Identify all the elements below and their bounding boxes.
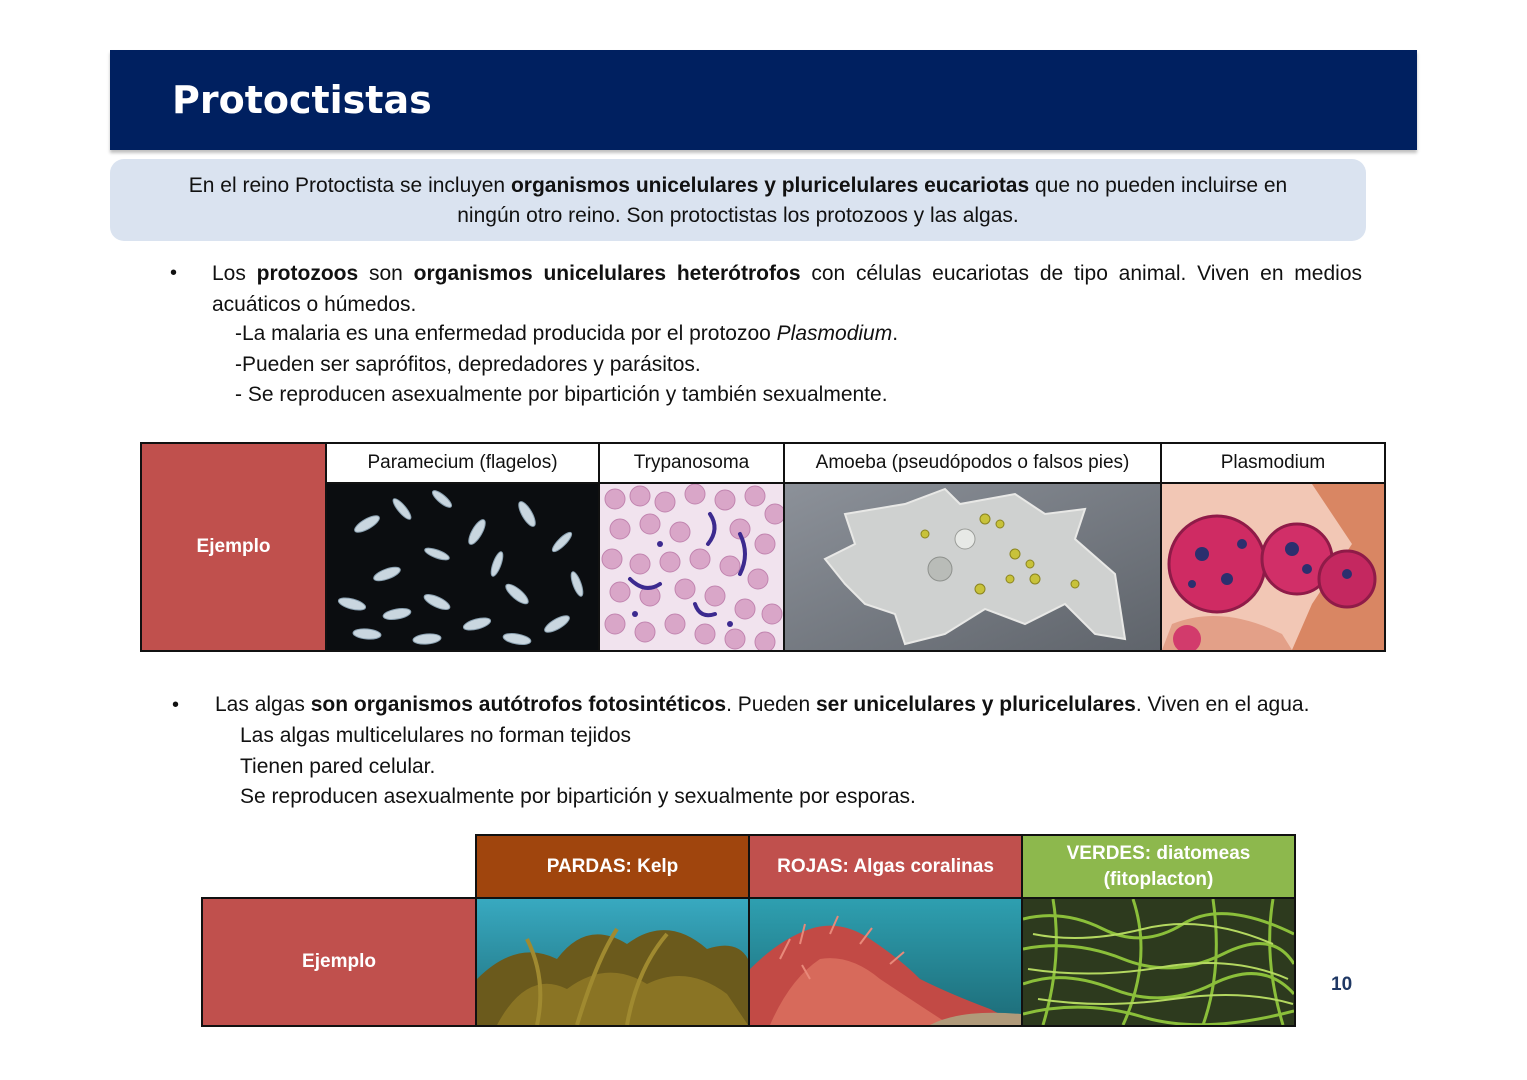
header-verdes-line-1: VERDES: diatomeas bbox=[1066, 842, 1251, 864]
protozoa-table bbox=[140, 442, 1386, 652]
header-amoeba: Amoeba (pseudópodos o falsos pies) bbox=[784, 443, 1161, 483]
row-label: Ejemplo bbox=[202, 898, 476, 1026]
italic-text: Plasmodium bbox=[776, 322, 893, 345]
text: . bbox=[892, 322, 899, 345]
text: Las algas bbox=[215, 693, 311, 716]
green-algae-image bbox=[1022, 898, 1295, 1026]
header-pardas: PARDAS: Kelp bbox=[476, 835, 749, 898]
trypanosoma-image bbox=[599, 483, 784, 651]
plasmodium-image bbox=[1161, 483, 1385, 651]
bold-text: son organismos autótrofos fotosintéticos bbox=[310, 693, 727, 716]
kelp-image bbox=[476, 898, 749, 1026]
page-number: 10 bbox=[1331, 974, 1353, 995]
bold-text: ser unicelulares y pluricelulares bbox=[816, 693, 1136, 716]
algas-paragraph bbox=[215, 690, 1375, 721]
bullet-icon: • bbox=[172, 694, 180, 716]
header-verdes-line-2: (fitoplacton) bbox=[1103, 868, 1214, 890]
subitem-reproduction: - Se reproducen asexualmente por bipartición y también sexualmente. bbox=[235, 383, 888, 406]
algas-subitems bbox=[240, 721, 916, 813]
subitem-reproduction: Se reproducen asexualmente por bipartición y sexualmente por esporas. bbox=[240, 785, 916, 808]
protozoos-subitems bbox=[235, 319, 898, 411]
intro-box bbox=[110, 159, 1366, 241]
subitem-types: -Pueden ser saprófitos, depredadores y parásitos. bbox=[235, 352, 701, 376]
text: son bbox=[358, 262, 414, 285]
protozoos-paragraph bbox=[212, 259, 1362, 320]
subitem-tissues: Las algas multicelulares no forman tejidos bbox=[240, 724, 632, 747]
text: Los bbox=[212, 262, 257, 285]
page-title: Protoctistas bbox=[172, 78, 432, 122]
subitem-malaria bbox=[235, 319, 898, 350]
header-plasmodium: Plasmodium bbox=[1161, 443, 1385, 483]
intro-line-1 bbox=[110, 171, 1366, 201]
text: con células eucariotas de tipo animal. Viven en medios acuáticos o húmedos. bbox=[212, 262, 1363, 316]
subitem-cell-wall: Tienen pared celular. bbox=[240, 754, 436, 778]
header-trypanosoma: Trypanosoma bbox=[599, 443, 784, 483]
coralline-algae-image bbox=[749, 898, 1022, 1026]
text: -La malaria es una enfermedad producida por el protozoo bbox=[235, 322, 777, 345]
empty-corner bbox=[202, 835, 476, 898]
title-bar bbox=[110, 50, 1417, 150]
intro-line-2: ningún otro reino. Son protoctistas los protozoos y las algas. bbox=[457, 204, 1019, 227]
header-verdes bbox=[1022, 835, 1295, 898]
paramecium-image bbox=[326, 483, 599, 651]
bullet-icon: • bbox=[170, 262, 178, 284]
bold-text: protozoos bbox=[256, 262, 359, 285]
amoeba-image bbox=[784, 483, 1161, 651]
header-rojas: ROJAS: Algas coralinas bbox=[749, 835, 1022, 898]
text: . Pueden bbox=[726, 693, 816, 716]
intro-text: que no pueden incluirse en bbox=[1029, 174, 1288, 197]
intro-text: En el reino Protoctista se incluyen bbox=[188, 174, 511, 197]
text: . Viven en el agua. bbox=[1135, 693, 1310, 716]
intro-bold: organismos unicelulares y pluricelulares eucariotas bbox=[510, 174, 1030, 197]
algae-table bbox=[201, 834, 1296, 1027]
bold-text: organismos unicelulares heterótrofos bbox=[413, 262, 801, 285]
header-paramecium: Paramecium (flagelos) bbox=[326, 443, 599, 483]
row-label: Ejemplo bbox=[141, 443, 326, 651]
